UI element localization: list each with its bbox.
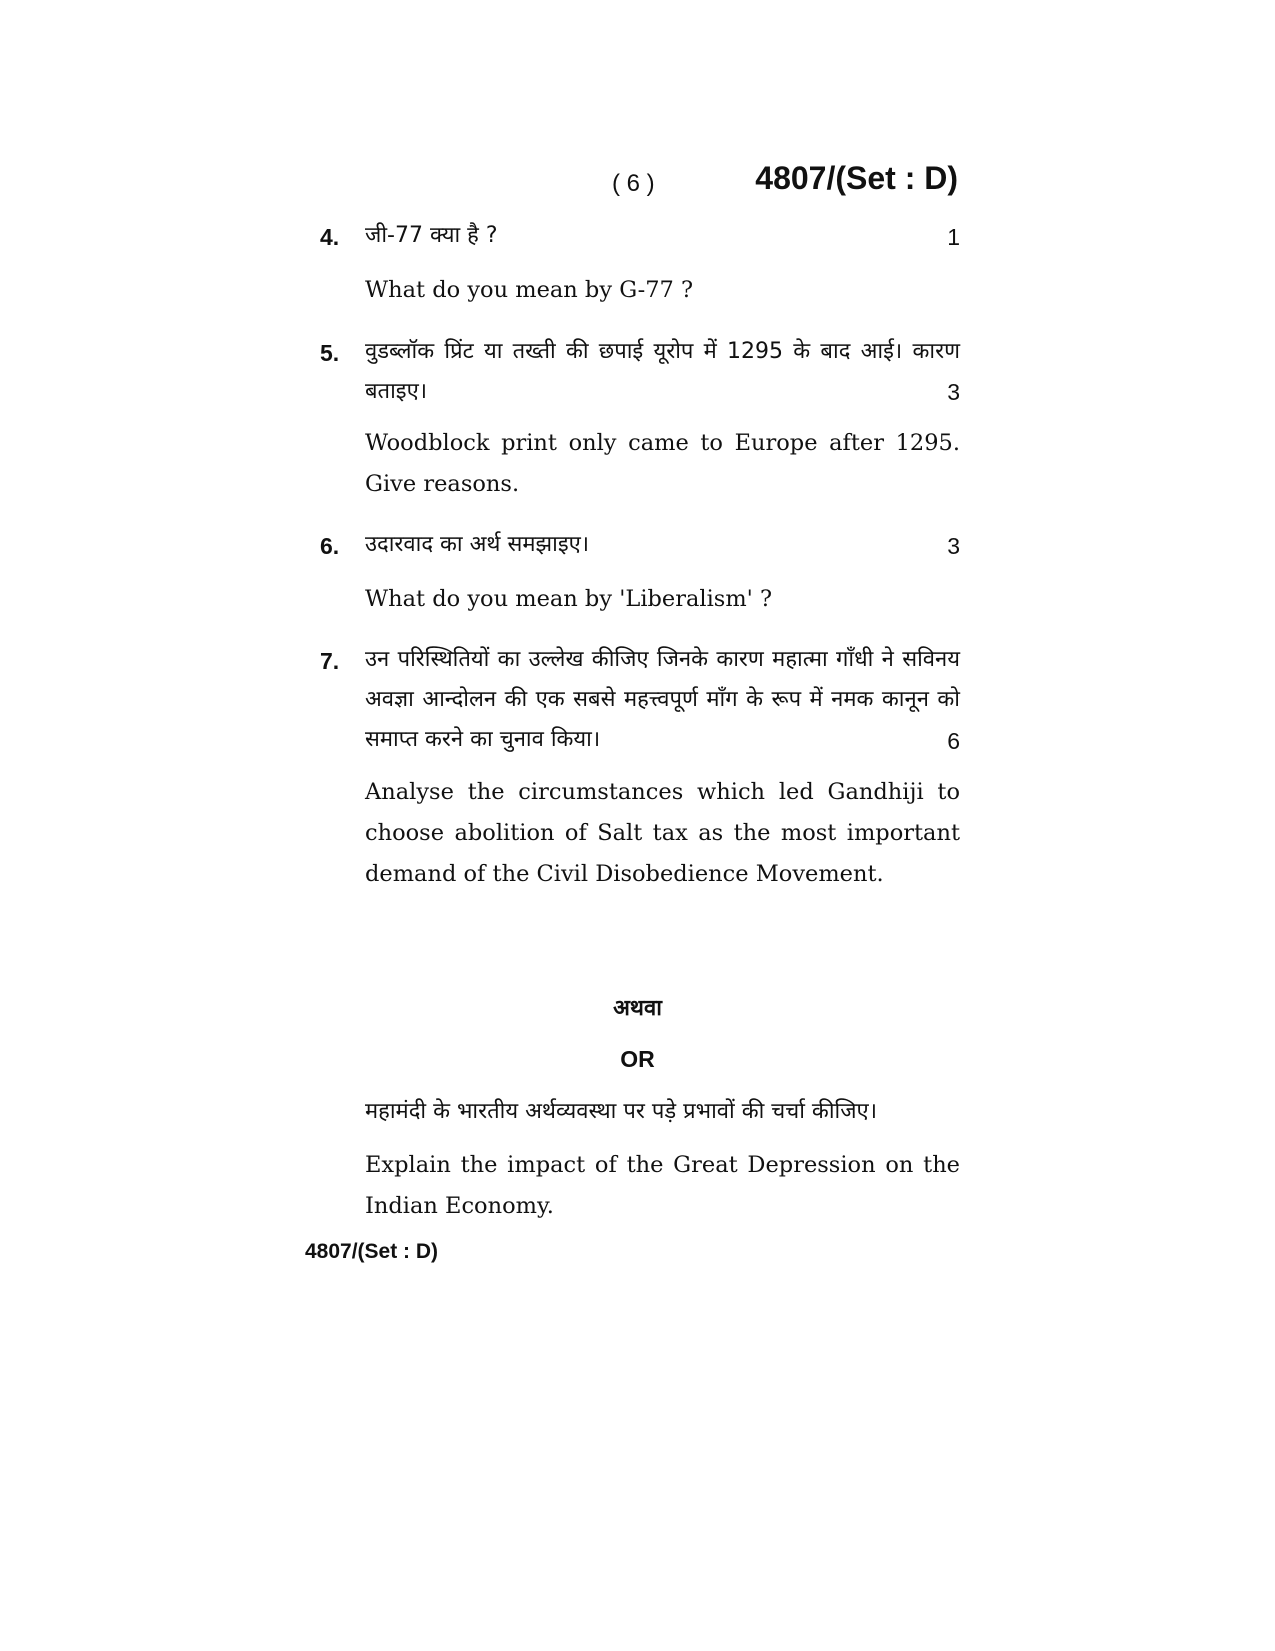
question-hindi: उदारवाद का अर्थ समझाइए। xyxy=(365,532,590,557)
paper-code-header: 4807/(Set : D) xyxy=(755,160,958,196)
question-hindi: वुडब्लॉक प्रिंट या तख्ती की छपाई यूरोप में 1295 के बाद आई। कारण बताइए। xyxy=(365,339,960,404)
question-english: Analyse the circumstances which led Gandhiji to choose abolition of Salt tax as the most important demand of the Civil Disobedience Movement. xyxy=(365,779,960,887)
alternative-hindi: महामंदी के भारतीय अर्थव्यवस्था पर पड़े प्रभावों की चर्चा कीजिए। xyxy=(365,1099,878,1124)
question-number: 7. xyxy=(320,648,340,674)
question-number: 5. xyxy=(320,340,340,366)
paper-code-footer: 4807/(Set : D) xyxy=(305,1240,439,1263)
question-marks: 3 xyxy=(947,379,960,405)
alternative-english: Explain the impact of the Great Depression on the Indian Economy. xyxy=(365,1152,960,1219)
or-label-english: OR xyxy=(620,1046,655,1072)
page-header xyxy=(0,160,1275,200)
question-hindi: उन परिस्थितियों का उल्लेख कीजिए जिनके कारण महात्मा गाँधी ने सविनय अवज्ञा आन्दोलन की एक सबसे महत्त्वपूर्ण माँग के रूप में नमक कानून को समाप्त करने का चुनाव किया। xyxy=(365,647,960,752)
page-number: ( 6 ) xyxy=(612,170,655,197)
question-marks: 3 xyxy=(947,533,960,559)
question-marks: 1 xyxy=(947,224,960,250)
question-number: 6. xyxy=(320,533,340,559)
or-label-hindi: अथवा xyxy=(613,996,662,1021)
question-marks: 6 xyxy=(947,728,960,754)
question-number: 4. xyxy=(320,224,340,250)
question-english: What do you mean by G-77 ? xyxy=(365,277,694,303)
question-english: What do you mean by 'Liberalism' ? xyxy=(365,586,773,612)
question-hindi: जी-77 क्या है ? xyxy=(365,223,498,248)
question-english: Woodblock print only came to Europe after 1295. Give reasons. xyxy=(365,430,960,497)
